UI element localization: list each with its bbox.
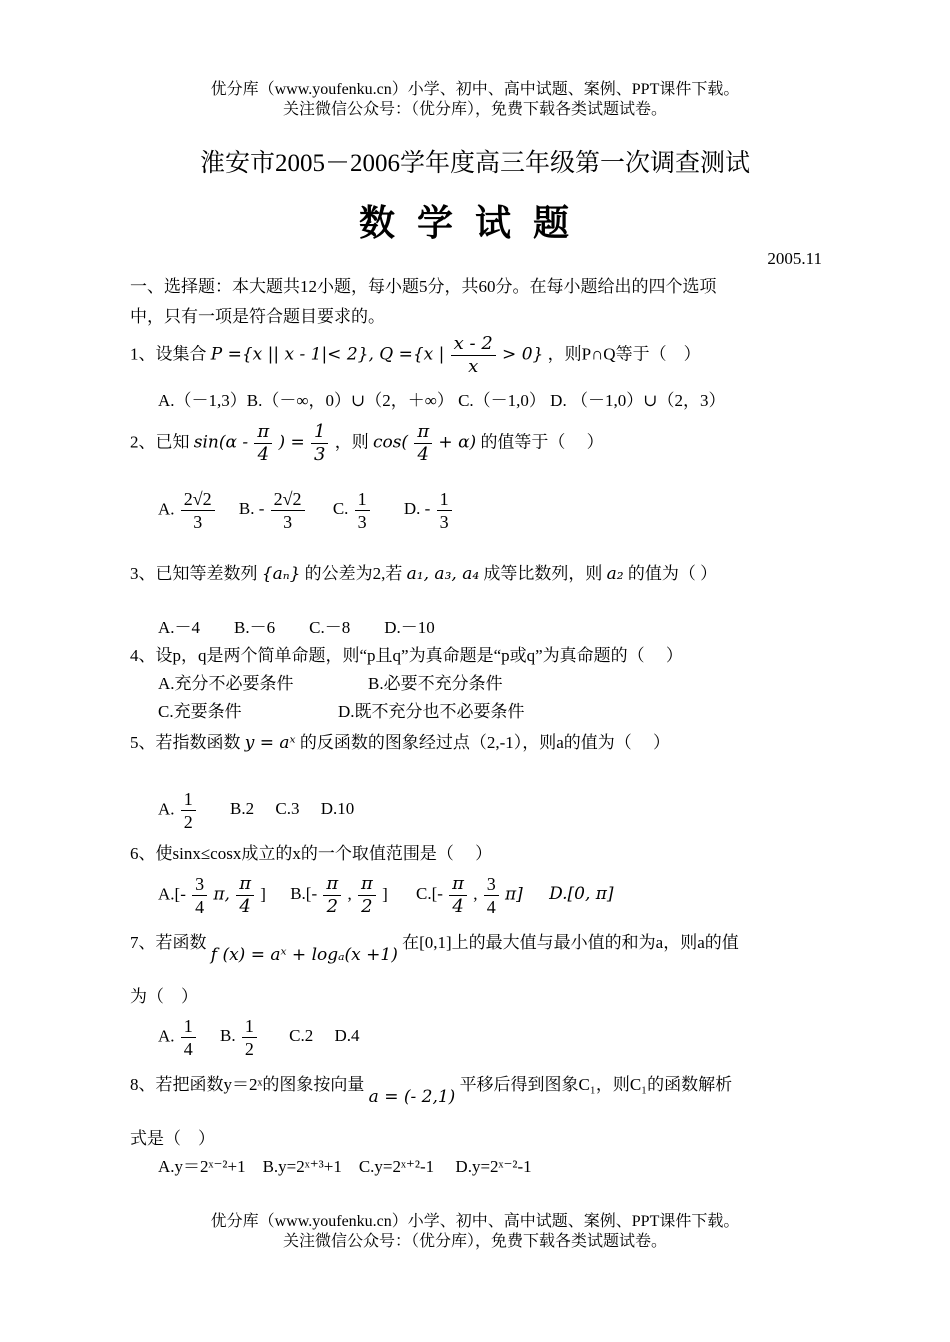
q6-opt-d: D.[0, π] xyxy=(549,884,614,905)
q3-ask: 的值为（ ） xyxy=(627,564,718,583)
q2-opt-d-frac xyxy=(437,488,452,533)
q8-vec: a = (- 2,1) xyxy=(368,1087,456,1107)
q6-a-frac2 xyxy=(236,873,254,918)
q2-pi: π xyxy=(254,421,272,444)
q6-c-n2: 3 xyxy=(484,873,499,896)
question-1-stem xyxy=(130,333,701,378)
question-2-stem xyxy=(130,421,604,466)
q2-opt-d-num: 1 xyxy=(437,488,452,511)
q6-a-d2: 4 xyxy=(239,896,251,917)
q1-frac-num: x - 2 xyxy=(451,333,496,356)
q2-opt-a-den: 3 xyxy=(193,512,203,532)
q5-opt-a-den: 2 xyxy=(183,812,193,832)
q7-opt-a-frac xyxy=(181,1015,196,1060)
q7-opt-rest: C.2 D.4 xyxy=(289,1026,360,1046)
q1-set-p: P ={x || x - 1|< 2}, Q ={x | xyxy=(210,344,445,365)
header-line-1: 优分库（www.youfenku.cn）小学、初中、高中试题、案例、PPT课件下载。 xyxy=(210,81,740,98)
q5-ask: 的反函数的图象经过点（2,-1），则a的值为（ ） xyxy=(299,733,671,752)
footer-line-1: 优分库（www.youfenku.cn）小学、初中、高中试题、案例、PPT课件下载。 xyxy=(210,1213,740,1230)
subject-title: 数学试题 xyxy=(358,203,591,244)
q6-a-frac1 xyxy=(192,873,207,918)
q2-three: 3 xyxy=(314,444,326,465)
header-line-2: 关注微信公众号：（优分库），免费下载各类试题试卷。 xyxy=(282,101,667,118)
q2-plus: + α) xyxy=(438,432,477,453)
q6-opt-c: C.[- xyxy=(415,884,443,904)
q3-mid2: 成等比数列，则 xyxy=(483,564,603,583)
q2-lead: 2、已知 xyxy=(130,432,190,452)
question-5-options xyxy=(158,788,354,833)
q3-mid: 的公差为2,若 xyxy=(304,564,403,583)
q6-c-frac2 xyxy=(484,873,499,918)
q5-opt-a-num: 1 xyxy=(181,788,196,811)
footer-line-2: 关注微信公众号：（优分库），免费下载各类试题试卷。 xyxy=(282,1233,667,1250)
q5-lead: 5、若指数函数 xyxy=(130,733,241,752)
q2-mid: ，则 xyxy=(334,432,369,452)
q7-opt-a-den: 4 xyxy=(183,1039,193,1059)
q5-opt-rest: B.2 C.3 D.10 xyxy=(230,799,355,819)
q6-b-n2: π xyxy=(358,873,376,896)
q6-opt-b: B.[- xyxy=(290,884,318,904)
q2-four-b: 4 xyxy=(417,444,429,465)
q2-four: 4 xyxy=(257,444,270,465)
question-8-options: A.y＝2ˣ⁻²+1 B.y=2ˣ⁺³+1 C.y=2ˣ⁺²-1 D.y=2ˣ⁻²-1 xyxy=(158,1157,532,1176)
q2-pi-over-4 xyxy=(254,421,272,466)
exam-title: 淮安市2005－2006学年度高三年级第一次调查测试 xyxy=(199,150,750,177)
q2-opt-b-den: 3 xyxy=(283,512,293,532)
q4-opt-d: D.既不充分也不必要条件 xyxy=(338,702,525,721)
q2-opt-a: A. xyxy=(158,499,175,519)
question-1-options: A.（－1,3）B.（－∞，0）∪（2，＋∞） C.（－1,0） D. （－1,0）∪（2，3） xyxy=(158,391,726,410)
q1-lead: 1、设集合 xyxy=(130,344,207,364)
q6-a-d1: 4 xyxy=(195,897,205,917)
q2-opt-a-frac xyxy=(181,488,215,533)
q2-pi-over-4-b xyxy=(414,421,432,466)
question-7-cont: 为（ ） xyxy=(130,987,198,1006)
q2-one-third xyxy=(311,421,328,466)
q6-a-pi: π, xyxy=(213,884,230,905)
q1-fraction xyxy=(451,333,496,378)
q4-opt-c: C.充要条件 xyxy=(158,702,242,721)
q1-frac-den: x xyxy=(468,356,479,377)
q7-opt-a-num: 1 xyxy=(181,1015,196,1038)
q2-opt-c-den: 3 xyxy=(357,512,367,532)
question-6-options xyxy=(158,873,614,918)
q4-opt-b: B.必要不充分条件 xyxy=(368,674,503,693)
q6-a-close: ] xyxy=(260,884,266,904)
q6-c-pi: π] xyxy=(505,884,523,905)
q5-opt-a: A. xyxy=(158,799,175,819)
q2-opt-c-num: 1 xyxy=(355,488,370,511)
question-8-stem xyxy=(130,1074,733,1107)
q6-b-frac1 xyxy=(323,873,341,918)
q7-opt-b-frac xyxy=(242,1015,257,1060)
q5-func: y = aˣ xyxy=(244,733,296,753)
q2-expr1: sin(α - xyxy=(193,432,249,453)
q6-c-frac1 xyxy=(449,873,467,918)
question-7-stem xyxy=(130,932,739,965)
q6-b-d1: 2 xyxy=(326,896,339,917)
q6-b-comma: , xyxy=(347,884,352,904)
question-2-options xyxy=(158,488,454,533)
q6-b-d2: 2 xyxy=(361,896,373,917)
q1-ask: ，则P∩Q等于（ ） xyxy=(547,344,701,364)
q2-opt-b: B. - xyxy=(238,499,265,519)
q2-opt-b-num: 2√2 xyxy=(271,488,305,511)
q7-ask: 在[0,1]上的最大值与最小值的和为a，则a的值 xyxy=(402,933,739,952)
q3-lead: 3、已知等差数列 xyxy=(130,564,258,583)
q5-opt-a-frac xyxy=(181,788,196,833)
q6-a-n1: 3 xyxy=(192,873,207,896)
q3-terms: a₁, a₃, a₄ xyxy=(406,564,480,584)
q2-opt-d: D. - xyxy=(403,499,431,519)
q7-opt-b-num: 1 xyxy=(242,1015,257,1038)
section-intro-1: 一、选择题：本大题共12小题，每小题5分，共60分。在每小题给出的四个选项 xyxy=(130,277,717,296)
question-7-options xyxy=(158,1015,360,1060)
q6-c-d2: 4 xyxy=(486,897,496,917)
q6-b-n1: π xyxy=(323,873,341,896)
question-6-stem: 6、使sinx≤cosx成立的x的一个取值范围是（ ） xyxy=(130,844,493,863)
q1-tail: > 0} xyxy=(502,344,544,365)
q8-ask: 平移后得到图象C₁，则C₁的函数解析 xyxy=(459,1075,733,1094)
q6-c-n1: π xyxy=(449,873,467,896)
q6-c-comma: , xyxy=(473,884,478,904)
exam-date: 2005.11 xyxy=(767,249,822,268)
question-4-stem: 4、设p，q是两个简单命题，则“p且q”为真命题是“p或q”为真命题的（ ） xyxy=(130,646,683,665)
q6-c-d1: 4 xyxy=(452,896,464,917)
question-5-stem xyxy=(130,732,670,754)
q2-opt-c-frac xyxy=(355,488,370,533)
q6-b-close: ] xyxy=(382,884,388,904)
q8-lead: 8、若把函数y＝2ˣ的图象按向量 xyxy=(130,1075,365,1094)
q2-opt-c: C. xyxy=(332,499,349,519)
q2-opt-a-num: 2√2 xyxy=(181,488,215,511)
section-intro-2: 中，只有一项是符合题目要求的。 xyxy=(130,307,385,326)
q3-a2: a₂ xyxy=(606,564,624,584)
q2-eq: ) = xyxy=(278,432,305,453)
q7-opt-b-den: 2 xyxy=(244,1039,254,1059)
q2-expr2: cos( xyxy=(372,432,409,453)
q2-one: 1 xyxy=(311,421,328,444)
q2-ask: 的值等于（ ） xyxy=(480,432,604,452)
q3-seq: {aₙ} xyxy=(261,564,301,584)
q2-pi-b: π xyxy=(414,421,432,444)
q6-b-frac2 xyxy=(358,873,376,918)
question-3-stem xyxy=(130,563,717,585)
q4-opt-a: A.充分不必要条件 xyxy=(158,674,294,693)
q7-opt-b: B. xyxy=(220,1026,236,1046)
q6-a-n2: π xyxy=(236,873,254,896)
q7-lead: 7、若函数 xyxy=(130,933,207,952)
question-8-cont: 式是（ ） xyxy=(130,1129,215,1148)
question-3-options: A.－4 B.－6 C.－8 D.－10 xyxy=(158,618,435,637)
q7-opt-a: A. xyxy=(158,1026,175,1046)
q2-opt-d-den: 3 xyxy=(439,512,449,532)
q2-opt-b-frac xyxy=(271,488,305,533)
q6-opt-a: A.[- xyxy=(158,884,186,904)
q7-func: f (x) = aˣ + logₐ(x +1) xyxy=(210,945,398,965)
